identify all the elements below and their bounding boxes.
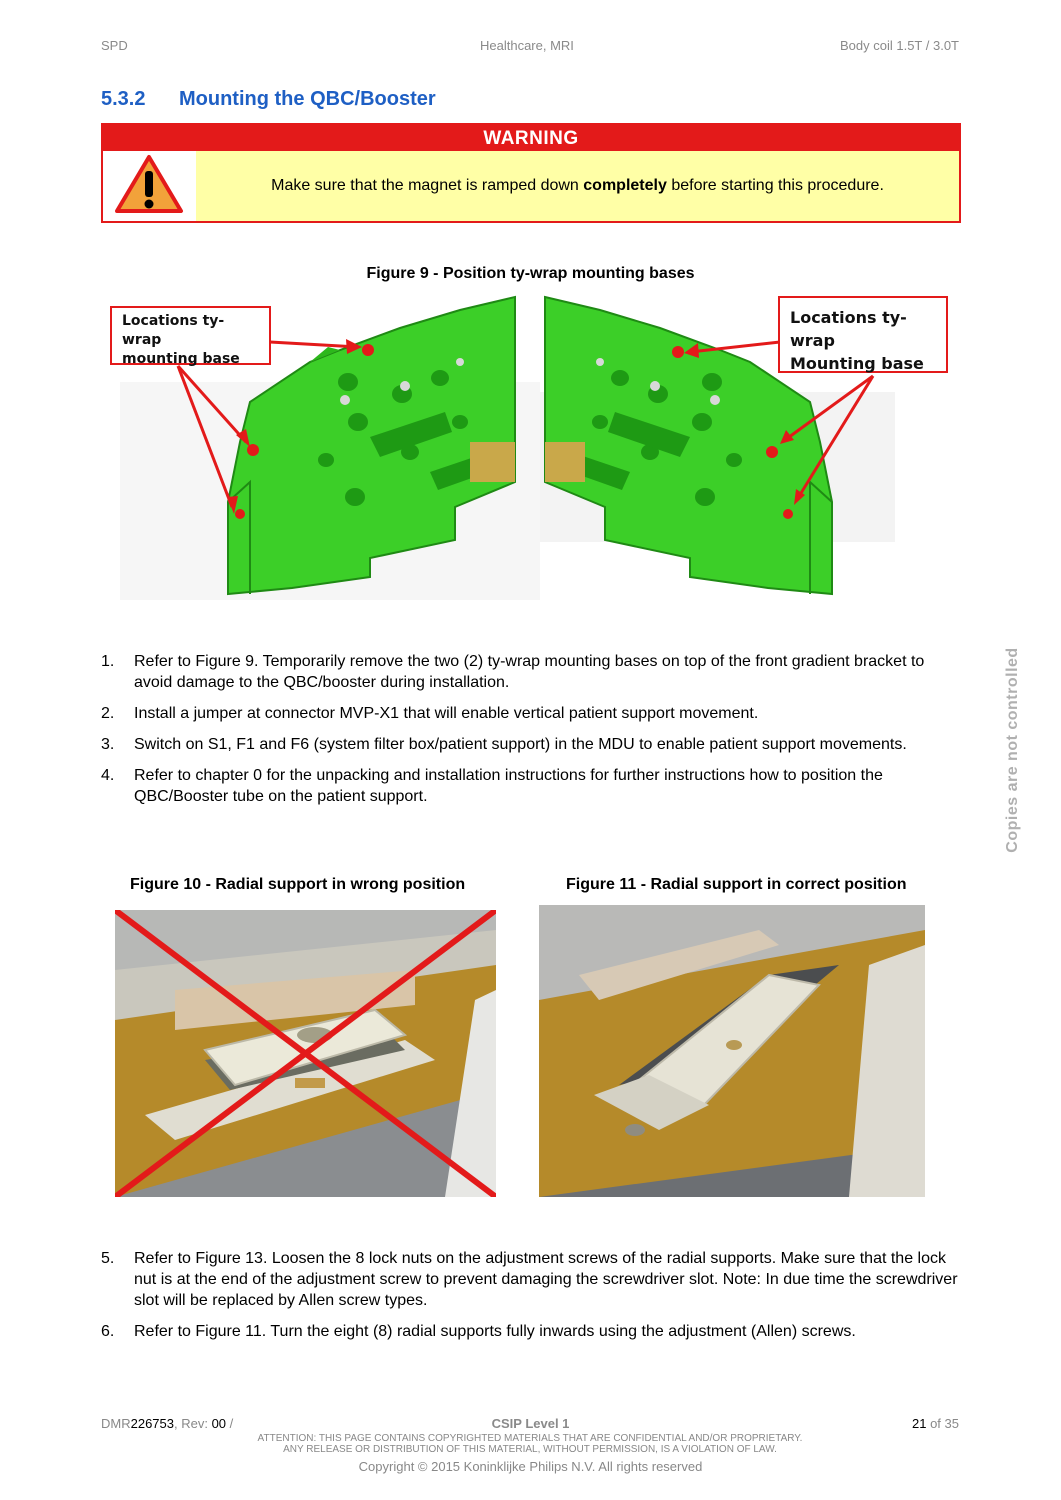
footer-rev-suffix: / — [226, 1416, 234, 1431]
step-text: Refer to Figure 9. Temporarily remove the two (2) ty-wrap mounting bases on top of the front gradient bracket to avoid damage to the QBC/booster during installation. — [134, 653, 925, 691]
figure11-image — [539, 905, 925, 1197]
footer-notice-2: ANY RELEASE OR DISTRIBUTION OF THIS MATERIAL, WITHOUT PERMISSION, IS A VIOLATION OF LAW. — [283, 1444, 777, 1455]
callout-right-line2: Mounting base — [790, 354, 924, 373]
step-number: 2. — [101, 705, 115, 722]
callout-right-line1: Locations ty-wrap — [790, 308, 907, 350]
figure10-image — [115, 910, 496, 1197]
figure11-caption: Figure 11 - Radial support in correct position — [566, 876, 907, 893]
header-center: Healthcare, MRI — [480, 38, 574, 53]
footer-notice-1: ATTENTION: THIS PAGE CONTAINS COPYRIGHTED MATERIALS THAT ARE CONFIDENTIAL AND/OR PROPRIETARY. — [257, 1433, 803, 1444]
footer-copyright: Copyright © 2015 Koninklijke Philips N.V. All rights reserved — [358, 1459, 703, 1474]
header-right: Body coil 1.5T / 3.0T — [840, 38, 959, 53]
figure9-callout-right — [778, 296, 948, 373]
list-item — [101, 703, 961, 724]
side-watermark — [993, 640, 1033, 860]
callout-left-line2: mounting base — [122, 351, 240, 367]
step-number: 5. — [101, 1250, 115, 1267]
step-text: Switch on S1, F1 and F6 (system filter box/patient support) in the MDU to enable patient support movements. — [134, 736, 907, 753]
section-number: 5.3.2 — [101, 88, 146, 110]
figure9-callout-left — [110, 306, 271, 365]
step-text: Refer to Figure 11. Turn the eight (8) radial supports fully inwards using the adjustment (Allen) screws. — [134, 1323, 856, 1340]
figure9-caption: Figure 9 - Position ty-wrap mounting bases — [366, 265, 695, 282]
callout-left-line1: Locations ty-wrap — [122, 313, 225, 348]
footer-rev-label: , Rev: — [174, 1416, 212, 1431]
warning-triangle-icon — [103, 151, 196, 219]
list-item — [101, 1321, 961, 1342]
footer-page — [912, 1416, 959, 1431]
header-left: SPD — [101, 38, 128, 53]
steps-list-b — [101, 1248, 961, 1352]
step-number: 4. — [101, 767, 115, 784]
section-title: Mounting the QBC/Booster — [179, 88, 436, 110]
step-number: 6. — [101, 1323, 115, 1340]
list-item — [101, 765, 961, 807]
footer-doc-prefix: DMR — [101, 1416, 131, 1431]
list-item — [101, 651, 961, 693]
warning-box — [101, 123, 961, 223]
warning-icon-cell — [103, 151, 196, 221]
warning-text-after: before starting this procedure. — [666, 177, 884, 194]
footer-level: CSIP Level 1 — [491, 1416, 570, 1431]
figure10-caption: Figure 10 - Radial support in wrong position — [130, 876, 466, 893]
footer-page-total: of 35 — [926, 1416, 959, 1431]
warning-text-before: Make sure that the magnet is ramped down — [271, 177, 584, 194]
step-text: Install a jumper at connector MVP-X1 that will enable vertical patient support movement. — [134, 705, 759, 722]
warning-label: WARNING — [103, 125, 959, 151]
step-text: Refer to Figure 13. Loosen the 8 lock nuts on the adjustment screws of the radial supports. Make sure that the lock nut is at the end of the adjustment screw to prevent damaging the screwdriver slot. Note: In due time the screwdriver slot will be replaced by Allen screw types. — [134, 1250, 958, 1309]
list-item — [101, 1248, 961, 1311]
step-text: Refer to chapter 0 for the unpacking and installation instructions for further instructions how to position the QBC/Booster tube on the patient support. — [134, 767, 883, 805]
list-item — [101, 734, 961, 755]
warning-message — [196, 151, 959, 221]
side-watermark-text: Copies are not controlled — [1004, 647, 1021, 853]
step-number: 3. — [101, 736, 115, 753]
warning-text-bold: completely — [583, 177, 667, 194]
step-number: 1. — [101, 653, 115, 670]
steps-list-a — [101, 651, 961, 817]
footer-rev-number: 00 — [211, 1416, 227, 1431]
section-heading — [101, 88, 436, 111]
footer-doc-number: 226753 — [130, 1416, 174, 1431]
footer-page-number: 21 — [912, 1416, 927, 1431]
